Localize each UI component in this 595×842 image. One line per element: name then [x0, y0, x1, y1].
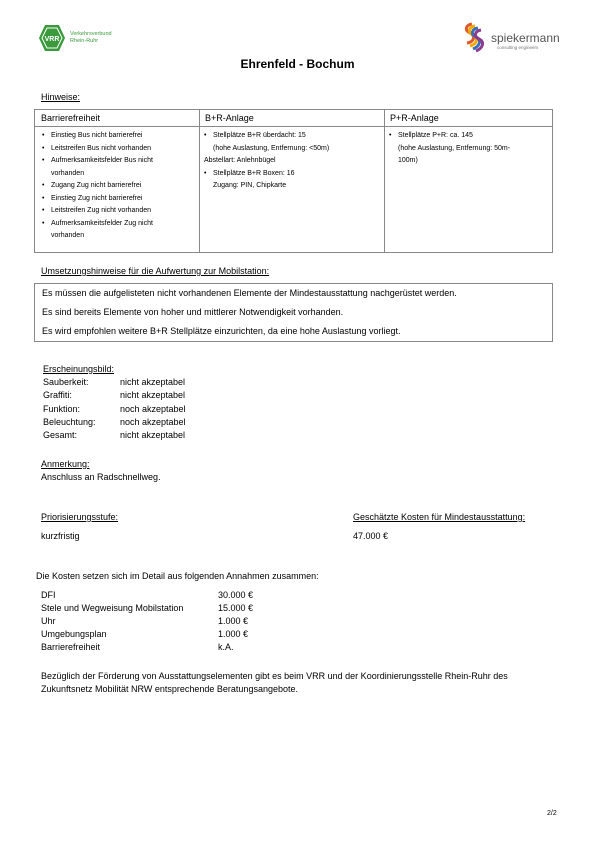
erscheinung-row — [43, 430, 185, 440]
br-list — [204, 130, 379, 193]
list-item-cont: Zugang: PIN, Chipkarte — [213, 182, 287, 189]
list-item-cont: vorhanden — [51, 169, 85, 177]
erscheinung-row — [43, 404, 186, 414]
anmerkung-text: Anschluss an Radschnellweg. — [41, 472, 161, 482]
vrr-logo-text: VRR — [44, 36, 60, 43]
table-divider — [384, 110, 385, 252]
erscheinung-row — [43, 390, 185, 400]
list-item: • Aufmerksamkeitsfelder Zug nicht — [42, 218, 194, 231]
pr-list — [389, 130, 549, 168]
cost-key: Uhr — [41, 616, 56, 626]
umsetzung-box — [34, 283, 553, 342]
col-header-barrierefreiheit: Barrierefreiheit — [41, 113, 101, 123]
list-item-cont: 100m) — [398, 157, 418, 164]
prio-value: kurzfristig — [41, 531, 80, 541]
umsetzung-line: Es müssen die aufgelisteten nicht vorhandenen Elemente der Mindestausstattung nachgerüstet werden. — [42, 288, 457, 298]
vrr-org-line1: Verkehrsverbund — [70, 31, 112, 37]
barrierefreiheit-list — [42, 130, 194, 243]
list-item: • Stellplätze P+R: ca. 145 — [389, 130, 549, 143]
spiekermann-logo-mark — [458, 21, 563, 55]
cost-key: Umgebungsplan — [41, 629, 107, 639]
list-item-cont: (hohe Auslastung, Entfernung: 50m- — [398, 144, 511, 152]
vrr-logo-mark — [38, 24, 128, 52]
erscheinung-key: Funktion: — [43, 404, 81, 414]
hinweise-table — [34, 109, 553, 253]
col-header-br: B+R-Anlage — [205, 113, 254, 123]
erscheinung-value: nicht akzeptabel — [120, 390, 186, 400]
anmerkung-label: Anmerkung: — [41, 459, 90, 469]
cost-key: DFI — [41, 590, 56, 600]
cost-value: k.A. — [218, 642, 234, 652]
list-item: • Stellplätze B+R Boxen: 16 — [204, 168, 379, 181]
list-item: • Stellplätze B+R überdacht: 15 — [204, 130, 379, 143]
vrr-org-line2: Rhein-Ruhr — [70, 38, 99, 44]
list-item: • Leitstreifen Zug nicht vorhanden — [42, 205, 194, 218]
list-item: • Einstieg Zug nicht barrierefrei — [42, 193, 194, 206]
erscheinung-key: Gesamt: — [43, 430, 78, 440]
umsetzung-label: Umsetzungshinweise für die Aufwertung zur Mobilstation: — [41, 266, 270, 276]
cost-row — [41, 616, 248, 626]
erscheinung-value: nicht akzeptabel — [120, 377, 186, 387]
erscheinung-row — [43, 417, 186, 427]
cost-value: 1.000 € — [218, 629, 249, 639]
list-item: • Aufmerksamkeitsfelder Bus nicht — [42, 155, 194, 168]
erscheinung-value: noch akzeptabel — [120, 417, 186, 427]
cost-row — [41, 603, 253, 613]
hinweise-label: Hinweise: — [41, 92, 81, 102]
kosten-label: Geschätzte Kosten für Mindestausstattung: — [353, 512, 526, 522]
spiekermann-sub: consulting engineers — [497, 45, 539, 50]
list-item-cont: (hohe Auslastung, Entfernung: <50m) — [213, 144, 330, 152]
cost-key: Barrierefreiheit — [41, 642, 101, 652]
cost-key: Stele und Wegweisung Mobilstation — [41, 603, 184, 613]
cost-value: 15.000 € — [218, 603, 254, 613]
list-item-plain: Abstellart: Anlehnbügel — [204, 157, 276, 164]
umsetzung-line: Es sind bereits Elemente von hoher und mittlerer Notwendigkeit vorhanden. — [42, 307, 344, 317]
cost-value: 30.000 € — [218, 590, 254, 600]
vrr-logo — [38, 24, 128, 52]
table-divider — [199, 110, 200, 252]
list-item: • Einstieg Bus nicht barrierefrei — [42, 130, 194, 143]
foerderung-text: Bezüglich der Förderung von Ausstattungselementen gibt es beim VRR und der Koordinierungsstelle Rhein-Ruhr des Zukunftsnetz Mobilität NRW entsprechende Beratungsangebote. — [41, 671, 508, 694]
erscheinung-key: Sauberkeit: — [43, 377, 89, 387]
table-header-row — [35, 110, 552, 127]
cost-row — [41, 642, 234, 652]
spiekermann-name: spiekermann — [491, 31, 560, 45]
cost-value: 1.000 € — [218, 616, 249, 626]
page-title: Ehrenfeld - Bochum — [240, 57, 355, 71]
spiekermann-logo — [458, 21, 563, 55]
prio-label: Priorisierungsstufe: — [41, 512, 119, 522]
erscheinung-key: Graffiti: — [43, 390, 72, 400]
annahmen-intro: Die Kosten setzen sich im Detail aus folgenden Annahmen zusammen: — [36, 571, 319, 581]
erscheinung-row — [43, 377, 185, 387]
erscheinung-label: Erscheinungsbild: — [43, 364, 115, 374]
cost-row — [41, 590, 253, 600]
erscheinung-key: Beleuchtung: — [43, 417, 96, 427]
kosten-value: 47.000 € — [353, 531, 389, 541]
list-item-cont: vorhanden — [51, 232, 85, 239]
list-item: • Zugang Zug nicht barrierefrei — [42, 180, 194, 193]
cost-row — [41, 629, 248, 639]
col-header-pr: P+R-Anlage — [390, 113, 439, 123]
umsetzung-line: Es wird empfohlen weitere B+R Stellplätze einzurichten, da eine hohe Auslastung vorliegt. — [42, 326, 401, 336]
erscheinung-value: noch akzeptabel — [120, 404, 186, 414]
erscheinung-value: nicht akzeptabel — [120, 430, 186, 440]
list-item: • Leitstreifen Bus nicht vorhanden — [42, 143, 194, 156]
page-number: 2/2 — [547, 810, 557, 817]
